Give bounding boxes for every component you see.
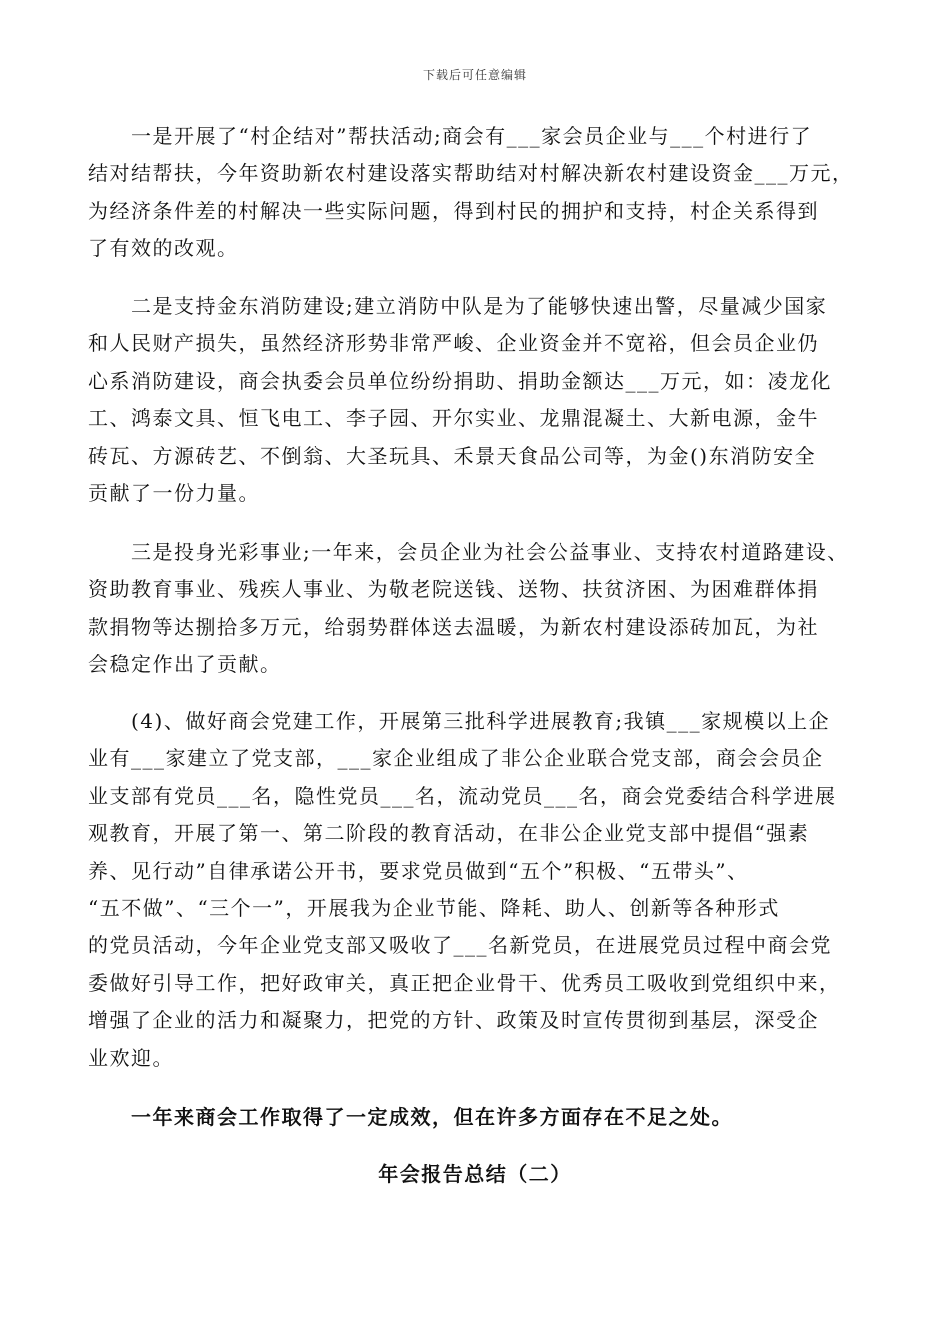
paragraph-line: 二是支持金东消防建设;建立消防中队是为了能够快速出警，尽量减少国家 [88,294,828,318]
paragraph-line: 会稳定作出了贡献。 [88,652,282,677]
paragraph-line: 一是开展了“村企结对”帮扶活动;商会有___家会员企业与___个村进行了 [88,124,813,148]
paragraph-village-enterprise-pairing [88,118,878,268]
paragraph-line: 增强了企业的活力和凝聚力，把党的方针、政策及时宣传贯彻到基层，深受企 [88,1008,819,1033]
paragraph-guangcai-cause [88,534,878,684]
paragraph-party-building [88,703,878,1077]
paragraph-summary [88,1099,878,1136]
paragraph-line: 一年来商会工作取得了一定成效，但在许多方面存在不足之处。 [88,1105,733,1129]
paragraph-line: “五不做”、“三个一”，开展我为企业节能、降耗、助人、创新等各种形式 [88,896,780,921]
paragraph-line: 业欢迎。 [88,1045,174,1070]
paragraph-fire-protection [88,288,878,512]
paragraph-line: 砖瓦、方源砖艺、不倒翁、大圣玩具、禾景天食品公司等，为金()东消防安全 [88,443,817,468]
paragraph-line: 业有___家建立了党支部，___家企业组成了非公企业联合党支部，商会会员企 [88,746,824,771]
paragraph-line: 贡献了一份力量。 [88,481,260,506]
paragraph-line: 工、鸿泰文具、恒飞电工、李子园、开尔实业、龙鼎混凝土、大新电源，金牛 [88,406,819,431]
paragraph-line: 养、见行动”自律承诺公开书，要求党员做到“五个”积极、“五带头”、 [88,858,749,883]
paragraph-line: 观教育，开展了第一、第二阶段的教育活动，在非公企业党支部中提倡“强素 [88,821,810,846]
paragraph-line: 款捐物等达捌拾多万元，给弱势群体送去温暖，为新农村建设添砖加瓦，为社 [88,614,819,639]
paragraph-line: 资助教育事业、残疾人事业、为敬老院送钱、送物、扶贫济困、为困难群体捐 [88,577,819,602]
paragraph-line: (4)、做好商会党建工作，开展第三批科学进展教育;我镇___家规模以上企 [88,709,831,733]
paragraph-line: 的党员活动，今年企业党支部又吸收了___名新党员，在进展党员过程中商会党 [88,933,832,958]
paragraph-line: 委做好引导工作，把好政审关，真正把企业骨干、优秀员工吸收到党组织中来， [88,970,841,995]
paragraph-line: 为经济条件差的村解决一些实际问题，得到村民的拥护和支持，村企关系得到 [88,198,819,223]
paragraph-line: 和人民财产损失，虽然经济形势非常严峻、企业资金并不宽裕，但会员企业仍 [88,331,819,356]
paragraph-line: 了有效的改观。 [88,236,239,261]
paragraph-line: 业支部有党员___名，隐性党员___名，流动党员___名，商会党委结合科学进展 [88,783,837,808]
paragraph-line: 三是投身光彩事业;一年来，会员企业为社会公益事业、支持农村道路建设、 [88,540,849,564]
paragraph-line: 心系消防建设，商会执委会员单位纷纷捐助、捐助金额达___万元，如：凌龙化 [88,368,832,393]
section-title: 年会报告总结（二） [378,1162,572,1186]
paragraph-line: 结对结帮扶，今年资助新农村建设落实帮助结对村解决新农村建设资金___万元， [88,161,854,186]
page-header: 下载后可任意编辑 [422,68,527,82]
